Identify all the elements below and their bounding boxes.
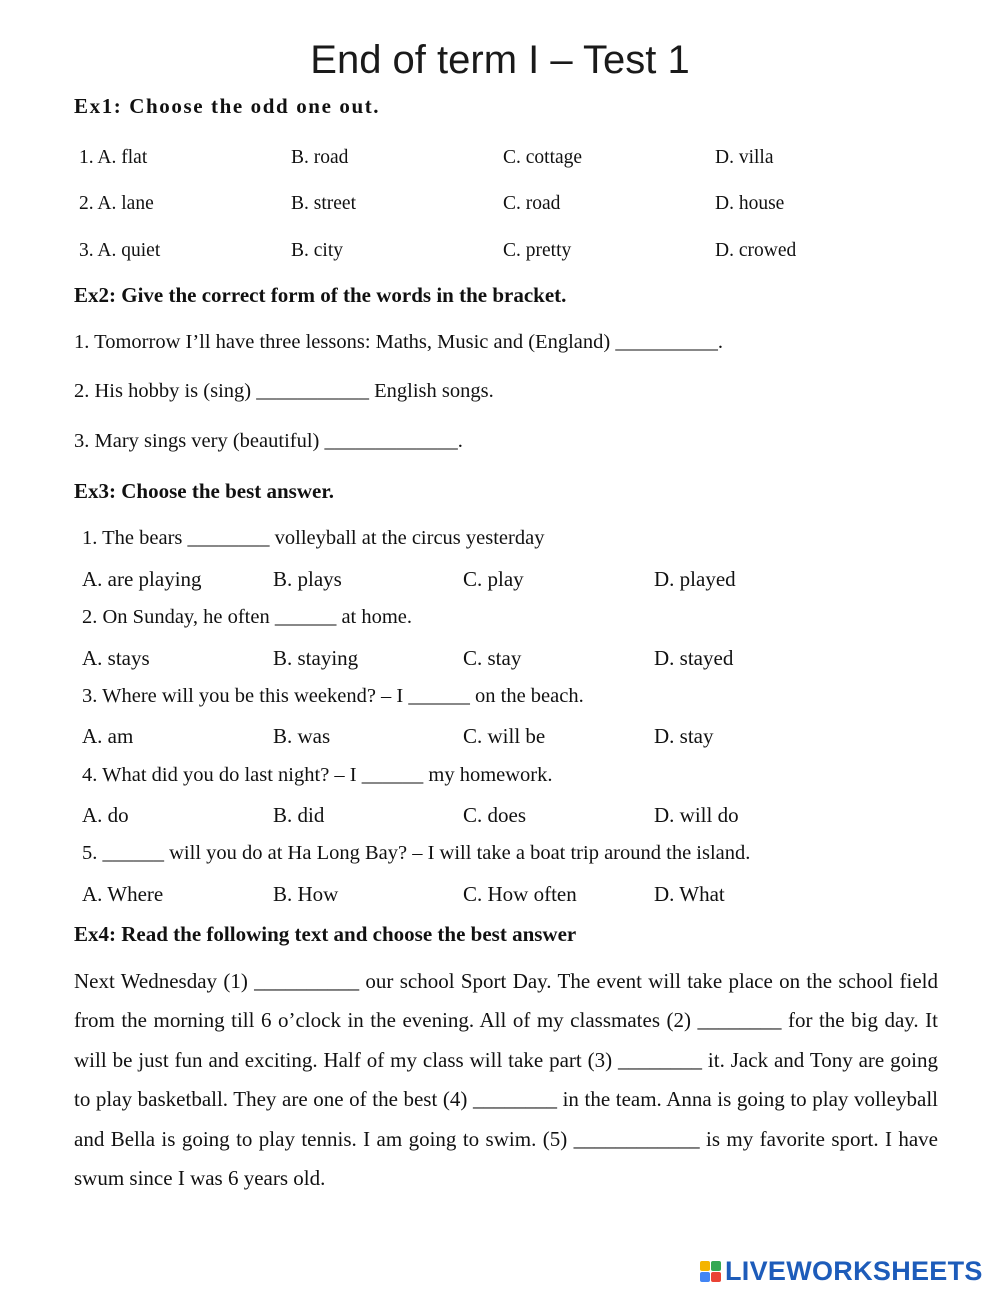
ex3-q1-option-b: B. plays: [273, 567, 342, 591]
ex3-q3-option-d: D. stay: [654, 724, 714, 748]
logo-square-icon: [700, 1272, 710, 1282]
ex3-q3-option-b: B. was: [273, 724, 331, 748]
ex3-question-5: 5. ______ will you do at Ha Long Bay? – I will take a boat trip around the island.: [82, 842, 751, 864]
ex3-q2-option-c: C. stay: [463, 646, 522, 670]
ex3-q5-option-c: C. How often: [463, 882, 577, 906]
ex3-question-4: 4. What did you do last night? – I ______ my homework.: [82, 764, 553, 786]
ex1-q1-option-d: D. villa: [715, 147, 774, 168]
ex2-item-2: 2. His hobby is (sing) ___________ English songs.: [74, 380, 494, 402]
liveworksheets-logo: [700, 1256, 983, 1287]
logo-square-icon: [711, 1272, 721, 1282]
ex2-item-3: 3. Mary sings very (beautiful) _____________.: [74, 430, 463, 452]
ex3-q2-option-a: A. stays: [82, 646, 150, 670]
ex4-passage: Next Wednesday (1) __________ our school Sport Day. The event will take place on the school field from the morning till 6 o’clock in the evening. All of my classmates (2) ________ for the big day. It will be just fun and exciting. Half of my class will take part (3) ________ it. Jack and Tony are going to play basketball. They are one of the best (4) ________ in the team. Anna is going to play volleyball and Bella is going to play tennis. I am going to swim. (5) ____________ is my favorite sport. I have swum since I was 6 years old.: [74, 969, 938, 1191]
ex3-question-2: 2. On Sunday, he often ______ at home.: [82, 606, 413, 628]
ex3-q5-option-b: B. How: [273, 882, 339, 906]
ex3-q2-option-b: B. staying: [273, 646, 359, 670]
ex3-q1-option-d: D. played: [654, 567, 736, 591]
ex3-q4-option-b: B. did: [273, 803, 325, 827]
ex3-q2-option-d: D. stayed: [654, 646, 734, 670]
ex1-q1-option-c: C. cottage: [503, 147, 583, 168]
ex4-heading: Ex4: Read the following text and choose the best answer: [74, 922, 577, 946]
logo-square-icon: [700, 1261, 710, 1271]
ex3-q5-option-a: A. Where: [82, 882, 164, 906]
ex1-q3-option-b: B. city: [291, 240, 343, 261]
ex3-q1-option-a: A. are playing: [82, 567, 202, 591]
ex2-heading: Ex2: Give the correct form of the words in the bracket.: [74, 283, 567, 307]
ex3-heading: Ex3: Choose the best answer.: [74, 479, 334, 503]
ex3-question-3: 3. Where will you be this weekend? – I ______ on the beach.: [82, 685, 584, 707]
ex3-q1-option-c: C. play: [463, 567, 524, 591]
ex3-q4-option-c: C. does: [463, 803, 526, 827]
ex1-q3-option-c: C. pretty: [503, 240, 572, 261]
ex3-q3-option-a: A. am: [82, 724, 134, 748]
ex1-q1-option-a: 1. A. flat: [79, 147, 148, 168]
ex1-q2-option-b: B. street: [291, 193, 356, 214]
ex1-q2-option-d: D. house: [715, 193, 785, 214]
ex3-question-1: 1. The bears ________ volleyball at the circus yesterday: [82, 527, 545, 549]
ex1-q2-option-c: C. road: [503, 193, 561, 214]
ex1-q1-option-b: B. road: [291, 147, 349, 168]
ex3-q4-option-d: D. will do: [654, 803, 739, 827]
ex1-q2-option-a: 2. A. lane: [79, 193, 154, 214]
ex1-heading: Ex1: Choose the odd one out.: [74, 94, 381, 118]
ex3-q3-option-c: C. will be: [463, 724, 546, 748]
liveworksheets-logo-text: LIVEWORKSHEETS: [725, 1256, 983, 1286]
ex1-q3-option-a: 3. A. quiet: [79, 240, 161, 261]
page-title: End of term I – Test 1: [310, 38, 690, 82]
liveworksheets-logo-icon: [700, 1261, 721, 1282]
ex1-q3-option-d: D. crowed: [715, 240, 797, 261]
ex3-q4-option-a: A. do: [82, 803, 129, 827]
logo-square-icon: [711, 1261, 721, 1271]
ex3-q5-option-d: D. What: [654, 882, 725, 906]
ex2-item-1: 1. Tomorrow I’ll have three lessons: Maths, Music and (England) __________.: [74, 331, 723, 353]
